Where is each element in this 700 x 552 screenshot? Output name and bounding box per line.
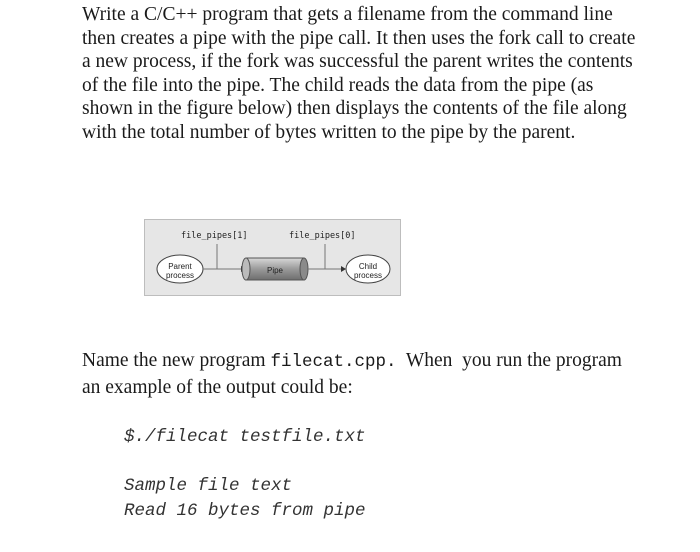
example-output-line1: Sample file text bbox=[124, 476, 293, 496]
program-filename: filecat.cpp. bbox=[270, 352, 397, 372]
example-command: $./filecat testfile.txt bbox=[124, 427, 366, 447]
pipe-left-cap bbox=[242, 258, 250, 280]
parent-label-line2: process bbox=[165, 271, 194, 280]
program-name-suffix: When you run the program an example of the output could be: bbox=[82, 350, 627, 398]
program-name-prefix: Name the new program bbox=[82, 350, 271, 371]
problem-description: Write a C/C++ program that gets a filename from the command line then creates a pipe with the pipe call. It then uses the fork call to create a new process, if the fork was successful the parent writes the contents of the file into the pipe. The child reads the data from the pipe (as shown in the figure below) then displays the contents of the file along with the total number of bytes written to the pipe by the parent. bbox=[82, 4, 636, 143]
read-end-label: file_pipes[0] bbox=[289, 231, 356, 241]
child-label-line1: Child bbox=[358, 262, 378, 271]
pipe-diagram bbox=[144, 219, 401, 296]
pipe-label: Pipe bbox=[266, 266, 283, 275]
pipe-right-cap bbox=[300, 258, 308, 280]
child-label-line2: process bbox=[353, 271, 382, 280]
write-end-label: file_pipes[1] bbox=[181, 231, 248, 241]
child-process-label bbox=[345, 262, 391, 280]
example-output-line2: Read 16 bytes from pipe bbox=[124, 501, 366, 521]
program-name-paragraph bbox=[82, 348, 642, 400]
parent-label-line1: Parent bbox=[168, 262, 192, 271]
parent-process-label bbox=[158, 262, 202, 280]
